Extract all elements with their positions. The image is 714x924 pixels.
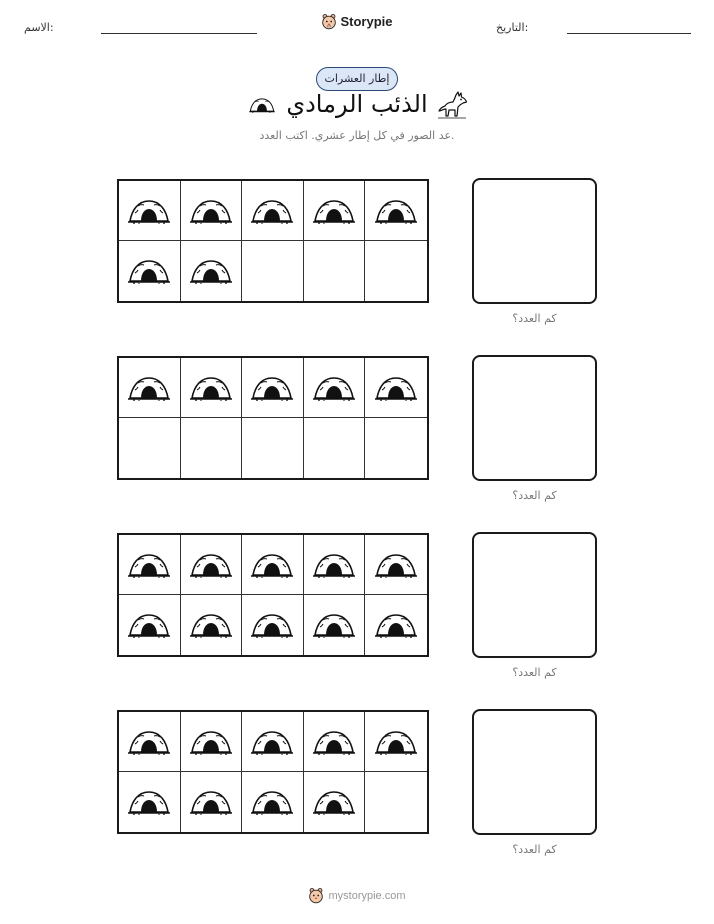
cave-icon	[250, 729, 294, 755]
cave-icon	[374, 375, 418, 401]
cave-icon	[189, 198, 233, 224]
ten-frame-cell	[365, 712, 427, 772]
ten-frame-cell	[304, 181, 366, 241]
ten-frame-cell	[304, 418, 366, 478]
cave-icon	[127, 375, 171, 401]
hamster-icon	[308, 887, 324, 904]
ten-frame-cell	[304, 595, 366, 655]
ten-frame-cell	[242, 181, 304, 241]
cave-icon	[312, 789, 356, 815]
cave-icon	[250, 552, 294, 578]
ten-frame-cell	[181, 535, 243, 595]
cave-icon	[374, 552, 418, 578]
wolf-icon	[436, 91, 468, 121]
date-label: التاريخ:	[496, 21, 529, 34]
storypie-logo	[0, 13, 714, 34]
how-many-prompt-1: كم العدد؟	[512, 312, 557, 325]
hamster-icon	[321, 13, 337, 30]
how-many-prompt-3: كم العدد؟	[512, 666, 557, 679]
ten-frame-cell	[119, 535, 181, 595]
cave-icon	[127, 729, 171, 755]
ten-frame-cell	[119, 418, 181, 478]
date-line[interactable]	[567, 33, 691, 34]
ten-frame-cell	[119, 181, 181, 241]
cave-icon	[250, 198, 294, 224]
ten-frame-cell	[181, 772, 243, 832]
cave-icon	[189, 789, 233, 815]
cave-icon	[312, 375, 356, 401]
logo-text: Storypie	[340, 14, 393, 29]
ten-frame-cell	[181, 712, 243, 772]
cave-icon	[189, 552, 233, 578]
ten-frame-cell	[365, 595, 427, 655]
cave-icon	[127, 789, 171, 815]
cave-icon	[189, 729, 233, 755]
answer-box-4[interactable]	[472, 709, 597, 835]
name-label: الاسم:	[24, 21, 54, 34]
ten-frame-cell	[242, 418, 304, 478]
answer-box-3[interactable]	[472, 532, 597, 658]
cave-icon	[250, 612, 294, 638]
cave-icon	[312, 198, 356, 224]
how-many-prompt-2: كم العدد؟	[512, 489, 557, 502]
instructions: عد الصور في كل إطار عشري. اكتب العدد.	[259, 129, 455, 142]
ten-frame-cell	[181, 595, 243, 655]
ten-frame-cell	[365, 181, 427, 241]
ten-frame-2	[117, 356, 429, 480]
cave-icon	[189, 258, 233, 284]
ten-frame-3	[117, 533, 429, 657]
ten-frame-cell	[119, 241, 181, 301]
cave-icon	[250, 789, 294, 815]
ten-frame-cell	[119, 712, 181, 772]
ten-frame-cell	[181, 418, 243, 478]
ten-frame-cell	[181, 358, 243, 418]
cave-icon	[127, 198, 171, 224]
footer-url[interactable]: mystorypie.com	[328, 889, 406, 902]
ten-frame-cell	[242, 712, 304, 772]
ten-frame-cell	[181, 181, 243, 241]
ten-frame-cell	[242, 595, 304, 655]
how-many-prompt-4: كم العدد؟	[512, 843, 557, 856]
ten-frame-cell	[365, 241, 427, 301]
ten-frame-cell	[304, 358, 366, 418]
cave-icon	[189, 612, 233, 638]
ten-frame-cell	[119, 358, 181, 418]
cave-icon	[189, 375, 233, 401]
cave-icon	[127, 258, 171, 284]
cave-icon	[374, 729, 418, 755]
cave-icon	[127, 612, 171, 638]
cave-icon	[312, 552, 356, 578]
answer-box-1[interactable]	[472, 178, 597, 304]
cave-icon	[312, 612, 356, 638]
ten-frame-cell	[242, 241, 304, 301]
cave-icon	[312, 729, 356, 755]
answer-box-2[interactable]	[472, 355, 597, 481]
ten-frame-cell	[242, 358, 304, 418]
ten-frame-cell	[181, 241, 243, 301]
ten-frame-cell	[365, 418, 427, 478]
ten-frame-4	[117, 710, 429, 834]
ten-frame-cell	[119, 772, 181, 832]
ten-frame-cell	[304, 535, 366, 595]
ten-frame-cell	[119, 595, 181, 655]
ten-frame-cell	[304, 772, 366, 832]
cave-icon	[127, 552, 171, 578]
tens-frame-badge: إطار العشرات	[316, 67, 398, 91]
cave-icon	[374, 198, 418, 224]
cave-icon	[374, 612, 418, 638]
ten-frame-cell	[242, 535, 304, 595]
ten-frame-cell	[365, 772, 427, 832]
ten-frame-cell	[304, 712, 366, 772]
cave-icon	[250, 375, 294, 401]
ten-frame-cell	[242, 772, 304, 832]
footer	[0, 887, 714, 908]
ten-frame-1	[117, 179, 429, 303]
ten-frame-cell	[365, 535, 427, 595]
ten-frame-cell	[304, 241, 366, 301]
ten-frame-cell	[365, 358, 427, 418]
worksheet-title: الذئب الرمادي	[286, 90, 428, 118]
